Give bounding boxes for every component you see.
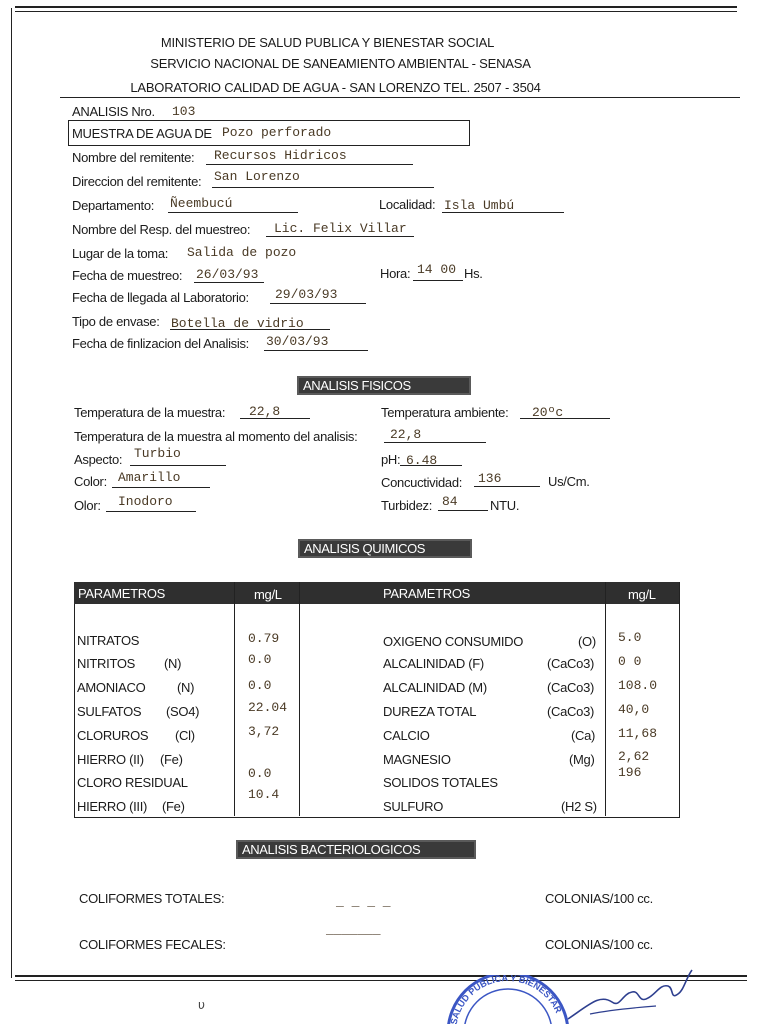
fecha-muestreo-value: 26/03/93	[196, 267, 259, 282]
param-value: 0.0	[248, 678, 272, 693]
fecha-llegada-underline	[270, 303, 366, 304]
remitente-label: Nombre del remitente:	[72, 150, 195, 165]
top-border-line	[15, 6, 737, 8]
param-name: DUREZA TOTAL	[383, 704, 477, 719]
small-mark: υ	[198, 998, 205, 1012]
laboratory-title: LABORATORIO CALIDAD DE AGUA - SAN LORENZO TEL. 2507 - 3504	[130, 80, 541, 95]
temp-analisis-underline	[384, 442, 486, 443]
temp-ambiente-label: Temperatura ambiente:	[381, 405, 509, 420]
aspecto-value: Turbio	[134, 446, 181, 461]
resp-underline	[266, 236, 414, 237]
temp-analisis-label: Temperatura de la muestra al momento del analisis:	[74, 429, 358, 444]
fecha-muestreo-underline	[194, 282, 264, 283]
param-value: 3,72	[248, 724, 280, 739]
param-name: AMONIACO	[77, 680, 146, 695]
table-divider-1	[234, 582, 235, 816]
param-value: 108.0	[618, 678, 658, 693]
turbidez-label: Turbidez:	[381, 498, 433, 513]
lugar-label: Lugar de la toma:	[72, 246, 169, 261]
lugar-value: Salida de pozo	[187, 245, 297, 260]
left-border-line	[11, 8, 12, 978]
hora-unit: Hs.	[464, 266, 483, 281]
direccion-underline	[212, 187, 434, 188]
param-value: 11,68	[618, 726, 658, 741]
fecha-muestreo-label: Fecha de muestreo:	[72, 268, 183, 283]
coliformes-totales-unit: COLONIAS/100 cc.	[545, 891, 653, 906]
hora-underline	[413, 280, 463, 281]
param-tag: (Fe)	[160, 752, 183, 767]
param-name: CALCIO	[383, 728, 430, 743]
param-value: 10.4	[248, 787, 280, 802]
param-tag: (H2 S)	[561, 799, 597, 814]
olor-value: Inodoro	[118, 494, 173, 509]
coliformes-totales-value: _ _ _ _	[336, 894, 391, 909]
param-name: NITRITOS	[77, 656, 136, 671]
param-value: 40,0	[618, 702, 650, 717]
param-tag: (Mg)	[569, 752, 595, 767]
ministry-title: MINISTERIO DE SALUD PUBLICA Y BIENESTAR SOCIAL	[160, 35, 495, 50]
param-tag: (N)	[177, 680, 195, 695]
localidad-value: Isla Umbú	[444, 198, 515, 213]
conductividad-unit: Us/Cm.	[548, 474, 590, 489]
temp-muestra-underline	[240, 418, 310, 419]
param-name: NITRATOS	[77, 633, 140, 648]
col-param-left: PARAMETROS	[78, 586, 166, 601]
param-name: MAGNESIO	[383, 752, 451, 767]
bacteriologicos-section-title: ANALISIS BACTERIOLOGICOS	[236, 840, 476, 859]
table-divider-3	[605, 582, 606, 816]
envase-underline	[170, 329, 330, 330]
param-tag: (Cl)	[175, 728, 195, 743]
aspecto-label: Aspecto:	[74, 452, 123, 467]
param-tag: (O)	[578, 634, 596, 649]
muestra-label: MUESTRA DE AGUA DE	[72, 126, 212, 141]
conductividad-label: Concuctividad:	[381, 475, 463, 490]
param-name: SULFURO	[383, 799, 444, 814]
param-tag: (CaCo3)	[547, 704, 595, 719]
color-value: Amarillo	[118, 470, 181, 485]
param-name: CLORO RESIDUAL	[77, 775, 188, 790]
turbidez-underline	[438, 510, 488, 511]
aspecto-underline	[130, 465, 226, 466]
envase-value: Botella de vidrio	[171, 316, 304, 331]
hora-value: 14 00	[417, 262, 457, 277]
param-name: HIERRO (II)	[77, 752, 144, 767]
param-tag: (CaCo3)	[547, 656, 595, 671]
muestra-value: Pozo perforado	[222, 125, 332, 140]
finalizacion-underline	[264, 350, 368, 351]
param-value: 5.0	[618, 630, 642, 645]
fecha-llegada-label: Fecha de llegada al Laboratorio:	[72, 290, 249, 305]
olor-label: Olor:	[74, 498, 101, 513]
temp-ambiente-underline	[520, 418, 610, 419]
departamento-underline	[168, 212, 298, 213]
signature-icon	[560, 964, 700, 1024]
finalizacion-label: Fecha de finlizacion del Analisis:	[72, 336, 249, 351]
temp-muestra-value: 22,8	[249, 404, 281, 419]
ph-value: 6.48	[406, 453, 438, 468]
official-stamp-icon	[436, 975, 576, 1024]
color-label: Color:	[74, 474, 107, 489]
param-value: 0.0	[248, 766, 272, 781]
col-unit-right: mg/L	[628, 587, 656, 602]
param-name: SULFATOS	[77, 704, 142, 719]
localidad-label: Localidad:	[379, 197, 436, 212]
analisis-label: ANALISIS Nro.	[72, 104, 155, 119]
ph-label: pH:	[381, 452, 401, 467]
coliformes-fecales-label: COLIFORMES FECALES:	[79, 937, 226, 952]
olor-underline	[106, 511, 196, 512]
remitente-underline	[206, 164, 413, 165]
param-name: CLORUROS	[77, 728, 149, 743]
table-divider-2	[299, 582, 300, 816]
conductividad-value: 136	[478, 471, 502, 486]
turbidez-unit: NTU.	[490, 498, 520, 513]
coliformes-fecales-value: _______	[326, 922, 381, 937]
ph-underline	[400, 465, 462, 466]
turbidez-value: 84	[442, 494, 458, 509]
param-tag: (N)	[164, 656, 182, 671]
top-border-line-2	[15, 11, 737, 12]
service-title: SERVICIO NACIONAL DE SANEAMIENTO AMBIENTAL - SENASA	[150, 56, 531, 71]
header-divider	[60, 97, 740, 98]
resp-label: Nombre del Resp. del muestreo:	[72, 222, 251, 237]
fisicos-section-title: ANALISIS FISICOS	[297, 376, 471, 395]
param-tag: (Ca)	[571, 728, 596, 743]
temp-ambiente-value: 20ºc	[532, 405, 564, 420]
coliformes-totales-label: COLIFORMES TOTALES:	[79, 891, 225, 906]
conductividad-underline	[474, 486, 540, 487]
finalizacion-value: 30/03/93	[266, 334, 329, 349]
coliformes-fecales-unit: COLONIAS/100 cc.	[545, 937, 653, 952]
param-name: SOLIDOS TOTALES	[383, 775, 498, 790]
param-value: 2,62	[618, 749, 650, 764]
svg-text:SALUD PUBLICA Y BIENESTAR: SALUD PUBLICA Y BIENESTAR	[448, 975, 564, 1024]
direccion-label: Direccion del remitente:	[72, 174, 202, 189]
param-value: 22.04	[248, 700, 288, 715]
param-value: 0.0	[248, 652, 272, 667]
param-value: 0.79	[248, 631, 280, 646]
departamento-label: Departamento:	[72, 198, 155, 213]
temp-analisis-value: 22,8	[390, 427, 422, 442]
col-param-right: PARAMETROS	[383, 586, 471, 601]
analisis-value: 103	[172, 104, 196, 119]
param-tag: (SO4)	[166, 704, 200, 719]
envase-label: Tipo de envase:	[72, 314, 160, 329]
localidad-underline	[442, 212, 564, 213]
quimicos-section-title: ANALISIS QUIMICOS	[298, 539, 472, 558]
param-name: HIERRO (III)	[77, 799, 148, 814]
param-value: 196	[618, 765, 642, 780]
direccion-value: San Lorenzo	[214, 169, 300, 184]
param-name: OXIGENO CONSUMIDO	[383, 634, 524, 649]
color-underline	[112, 487, 210, 488]
param-name: ALCALINIDAD (F)	[383, 656, 484, 671]
param-value: 0 0	[618, 654, 642, 669]
col-unit-left: mg/L	[254, 587, 282, 602]
fecha-llegada-value: 29/03/93	[275, 287, 338, 302]
remitente-value: Recursos Hidricos	[214, 148, 347, 163]
param-tag: (Fe)	[162, 799, 185, 814]
param-tag: (CaCo3)	[547, 680, 595, 695]
hora-label: Hora:	[380, 266, 411, 281]
param-name: ALCALINIDAD (M)	[383, 680, 487, 695]
resp-value: Lic. Felix Villar	[274, 221, 407, 236]
departamento-value: Ñeembucú	[170, 196, 233, 211]
temp-muestra-label: Temperatura de la muestra:	[74, 405, 226, 420]
